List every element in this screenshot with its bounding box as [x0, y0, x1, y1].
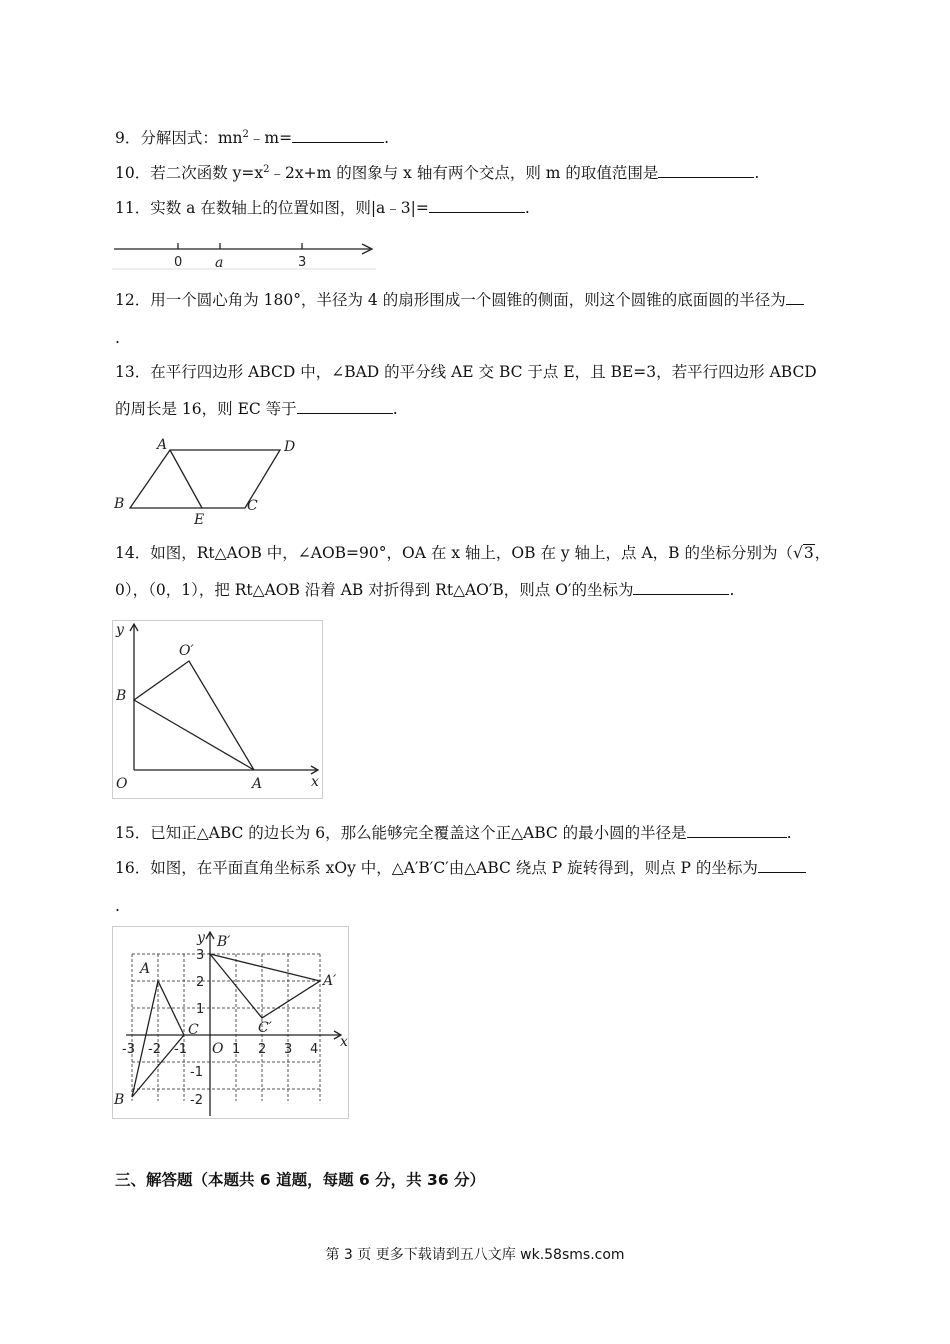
y-tick-label: 2: [196, 975, 205, 990]
tick-label-3: 3: [298, 255, 307, 270]
question-12: 12．用一个圆心角为 180°，半径为 4 的扇形围成一个圆锥的侧面，则这个圆锥的底面圆的半径为: [115, 290, 804, 310]
question-14-cont: 0），（0，1），把 Rt△AOB 沿着 AB 对折得到 Rt△AO′B，则点 O′的坐标为 .: [115, 581, 735, 599]
point-label-C: C: [188, 1022, 199, 1038]
answer-blank: [687, 823, 787, 838]
question-10: 10．若二次函数 $y=x^2﹣2x+m$ 的图象与 x 轴有两个交点，则 m 的取值范围是 .: [115, 163, 760, 182]
x-tick-label: -1: [174, 1042, 187, 1057]
origin-label: O: [212, 1041, 224, 1057]
question-12-end: .: [115, 329, 120, 347]
point-label-A: A: [252, 776, 263, 792]
page-footer: 第 3 页 更多下载请到五八文库 wk.58sms.com: [325, 1247, 625, 1263]
x-tick-label: -3: [122, 1042, 135, 1057]
question-13-cont: 的周长是 16，则 EC 等于 .: [115, 400, 398, 418]
y-tick-label: -1: [190, 1065, 203, 1080]
axis-label-y: y: [116, 622, 124, 638]
axis-label-y: y: [197, 930, 205, 946]
parallelogram-figure: [110, 432, 300, 526]
rotation-grid-figure: [112, 926, 350, 1120]
section-heading: 三、解答题（本题共 6 道题，每题 6 分，共 36 分）: [115, 1171, 486, 1189]
answer-blank: [429, 198, 525, 213]
fold-triangle-figure: [112, 620, 324, 800]
point-label-O-prime: O′: [179, 643, 194, 659]
axis-label-x: x: [311, 774, 319, 790]
point-label-B: B: [114, 1092, 125, 1108]
point-label-B: B: [116, 688, 127, 704]
number-line-figure: [112, 232, 380, 272]
point-label-D: D: [284, 439, 296, 455]
point-label-B: B: [114, 496, 125, 512]
question-11: 11．实数 a 在数轴上的位置如图，则|a﹣3|= .: [115, 199, 530, 217]
x-tick-label: 4: [310, 1042, 319, 1057]
question-15: 15．已知正△ABC 的边长为 6，那么能够完全覆盖这个正△ABC 的最小圆的半径是 .: [115, 824, 792, 842]
x-tick-label: -2: [148, 1042, 161, 1057]
point-label-A-prime: A′: [323, 973, 337, 989]
y-tick-label: -2: [190, 1093, 203, 1108]
question-9: 9．分解因式：$mn^2﹣m=$ .: [115, 128, 390, 147]
point-label-A: A: [157, 437, 168, 453]
question-14: 14．如图，Rt△AOB 中，∠AOB=90°，OA 在 x 轴上，OB 在 y 轴上，点 A，B 的坐标分别为（√3，: [115, 544, 831, 562]
point-label-A: A: [140, 961, 151, 977]
question-16: 16．如图，在平面直角坐标系 xOy 中，△A′B′C′由△ABC 绕点 P 旋转得到，则点 P 的坐标为: [115, 858, 806, 878]
answer-blank: [786, 290, 804, 305]
tick-label-0: 0: [174, 255, 183, 270]
x-tick-label: 3: [284, 1042, 293, 1057]
answer-blank: [292, 128, 384, 143]
point-label-B-prime: B′: [217, 934, 231, 950]
axis-label-x: x: [340, 1034, 348, 1050]
sqrt-sign: √: [793, 544, 803, 562]
question-16-end: .: [115, 897, 120, 915]
x-tick-label: 2: [258, 1042, 267, 1057]
y-tick-label: 1: [196, 1002, 205, 1017]
y-tick-label: 3: [196, 948, 205, 963]
point-label-O: O: [116, 776, 128, 792]
answer-blank: [633, 580, 729, 595]
point-label-C: C: [247, 498, 258, 514]
point-label-C-prime: C′: [258, 1020, 272, 1036]
answer-blank: [758, 858, 806, 873]
x-tick-label: 1: [232, 1042, 241, 1057]
point-label-a: a: [215, 255, 224, 271]
point-label-E: E: [194, 512, 205, 526]
answer-blank: [297, 399, 393, 414]
answer-blank: [658, 163, 754, 178]
question-13: 13．在平行四边形 ABCD 中，∠BAD 的平分线 AE 交 BC 于点 E，且 BE=3，若平行四边形 ABCD: [115, 363, 817, 381]
